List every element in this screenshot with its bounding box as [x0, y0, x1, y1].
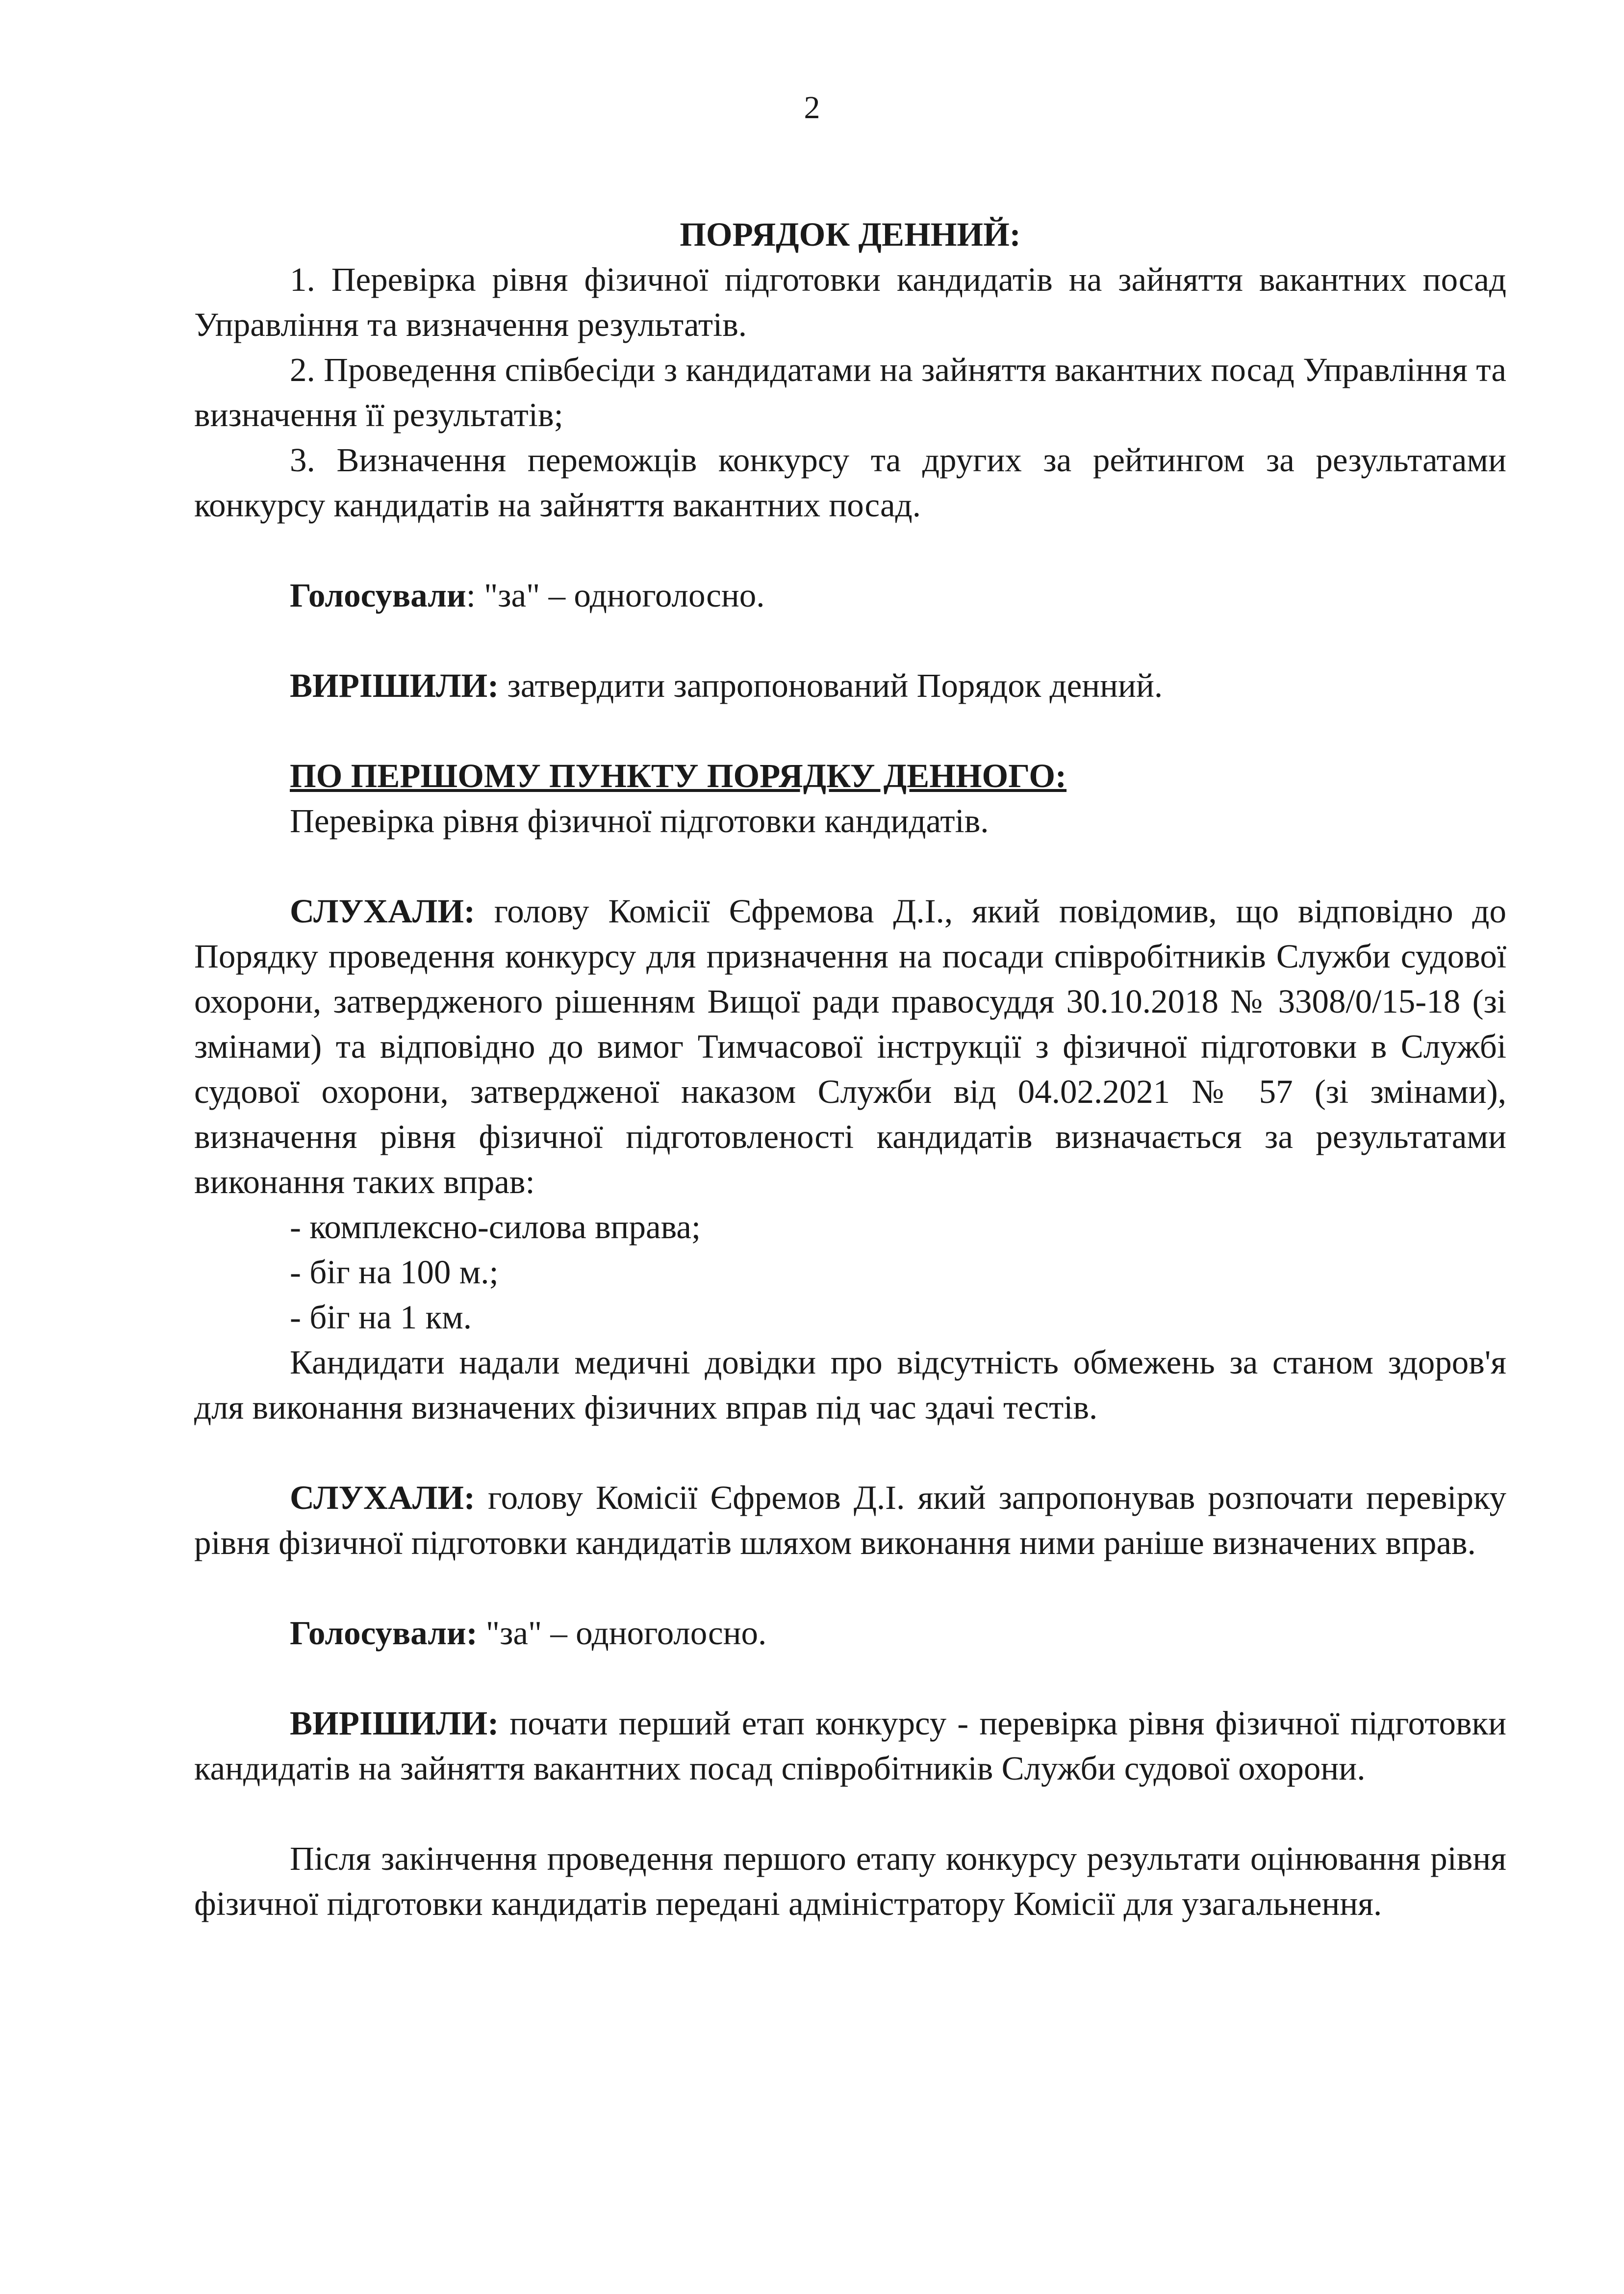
decision-text: почати перший етап конкурсу - перевірка рівня фізичної підготовки кандидатів на зайняття вакантних посад співробітників Служби судової охорони. [194, 1705, 1506, 1787]
decision-text: затвердити запропонований Порядок денний. [499, 667, 1163, 704]
agenda-item-1: 1. Перевірка рівня фізичної підготовки кандидатів на зайняття вакантних посад Управління та визначення результатів. [194, 261, 1506, 343]
decision-paragraph-1 [194, 663, 1506, 708]
heard-paragraph-1 [194, 889, 1506, 1204]
decision-paragraph-2 [194, 1701, 1506, 1791]
medical-paragraph: Кандидати надали медичні довідки про відсутність обмежень за станом здоров'я для виконання визначених фізичних вправ під час здачі тестів. [194, 1344, 1506, 1426]
agenda-heading: ПОРЯДОК ДЕННИЙ: [680, 216, 1021, 253]
decision-label: ВИРІШИЛИ: [290, 667, 499, 704]
document-body [194, 212, 1506, 1926]
vote-paragraph-2 [194, 1610, 1506, 1656]
agenda-item-3: 3. Визначення переможців конкурсу та других за рейтингом за результатами конкурсу кандидатів на зайняття вакантних посад. [194, 441, 1506, 524]
vote-text: : "за" – одноголосно. [466, 577, 765, 614]
vote-label: Голосували [290, 577, 466, 614]
heard-paragraph-2 [194, 1475, 1506, 1565]
heard-label: СЛУХАЛИ: [290, 1479, 475, 1516]
page-number: 2 [804, 90, 820, 126]
agenda-item-2: 2. Проведення співбесіди з кандидатами на зайняття вакантних посад Управління та визначення її результатів; [194, 351, 1506, 433]
vote-paragraph-1 [194, 573, 1506, 618]
decision-label: ВИРІШИЛИ: [290, 1705, 499, 1742]
first-item-subtitle: Перевірка рівня фізичної підготовки кандидатів. [290, 802, 989, 840]
exercise-item: - комплексно-силова вправа; [290, 1208, 701, 1246]
exercise-item: - біг на 100 м.; [290, 1253, 499, 1291]
heard-text: голову Комісії Єфремова Д.І., який повідомив, що відповідно до Порядку проведення конкурсу для призначення на посади співробітників Служби судової охорони, затвердженого рішенням Вищої ради правосуддя 30.10.2018 № 3308/0/15-18 (зі змінами) та відповідно до вимог Тимчасової інструкції з фізичної підготовки в Службі судової охорони, затвердженої наказом Служби від 04.02.2021 № 57 (зі змінами), визначення рівня фізичної підготовленості кандидатів визначається за результатами виконання таких вправ: [194, 892, 1506, 1200]
first-item-heading: ПО ПЕРШОМУ ПУНКТУ ПОРЯДКУ ДЕННОГО: [290, 757, 1067, 794]
heard-text: голову Комісії Єфремов Д.І. який запропонував розпочати перевірку рівня фізичної підготовки кандидатів шляхом виконання ними раніше визначених вправ. [194, 1479, 1506, 1561]
closing-paragraph: Після закінчення проведення першого етапу конкурсу результати оцінювання рівня фізичної підготовки кандидатів передані адміністратору Комісії для узагальнення. [194, 1840, 1506, 1922]
exercise-item: - біг на 1 км. [290, 1299, 472, 1336]
heard-label: СЛУХАЛИ: [290, 892, 475, 930]
vote-text: "за" – одноголосно. [477, 1614, 767, 1652]
vote-label: Голосували: [290, 1614, 478, 1652]
